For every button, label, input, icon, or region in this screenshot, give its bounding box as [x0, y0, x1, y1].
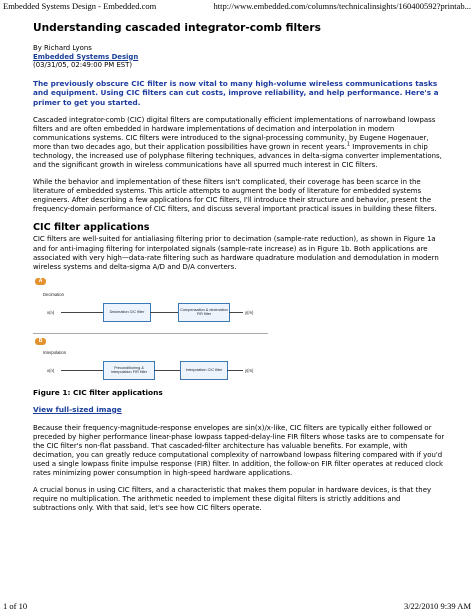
panel-b-fir-box: Preconditioning & interpolation FIR filter — [103, 361, 155, 380]
full-size-image-link[interactable]: View full-sized image — [33, 404, 122, 414]
panel-b-arrow-3 — [227, 370, 243, 371]
print-footer — [0, 601, 474, 611]
byline — [33, 44, 445, 70]
paragraph-3: CIC filters are well-suited for antialiasing filtering prior to decimation (sample-rate reduction), as shown in Figure 1a and for anti-imaging filtering for interpolated signals (sample-rate increase) as in Figure 1b. Both applications are associated with very high—data-rate filtering such as hardware quadrature modulation and demodulation in modern wireless systems and delta-sigma A/D and D/A converters. — [33, 235, 439, 271]
panel-a-badge: A — [35, 278, 46, 285]
panel-a-output: y(m) — [245, 309, 254, 315]
panel-b-output: y(m) — [245, 367, 254, 373]
publication-link[interactable]: Embedded Systems Design — [33, 52, 139, 61]
print-timestamp: 3/22/2010 9:39 AM — [403, 601, 471, 611]
paragraph-1-text-b: Improvements in chip technology, the increased use of polyphase filtering techniques, advances in delta-sigma converter implementations, and the significant growth in wireless communications have all spurred much interest in CIC filters. — [33, 143, 442, 170]
panel-a-input: x(n) — [47, 309, 55, 315]
print-header-url: http://www.embedded.com/columns/technicalinsights/160400592?printab... — [213, 1, 471, 11]
panel-b-arrow-2 — [154, 370, 180, 371]
panel-a-fir-box: Compensation & decimation FIR filter — [178, 303, 230, 322]
figure-1 — [33, 276, 268, 384]
panel-b-title: Interpolation — [43, 349, 67, 355]
publish-date: (03/31/05, 02:49:00 PM EST) — [33, 61, 133, 70]
panel-b-cic-box: Interpolation CIC filter — [180, 361, 228, 380]
section-heading: CIC filter applications — [33, 222, 150, 234]
article-title: Understanding cascaded integrator-comb filters — [33, 22, 321, 34]
panel-a-cic-box: Decimation CIC filter — [103, 303, 151, 322]
panel-a-arrow-1 — [61, 312, 103, 313]
panel-a-title: Decimation — [43, 291, 64, 297]
panel-a-arrow-3 — [229, 312, 243, 313]
paragraph-5: A crucial bonus in using CIC filters, and a characteristic that makes them popular in hardware devices, is that they require no multiplication. The arithmetic needed to implement these digital filters is strictly additions and subtractions only. With that said, let's see how CIC filters operate. — [33, 485, 432, 513]
figure-panel-b — [33, 336, 268, 384]
page-number: 1 of 10 — [3, 601, 28, 611]
footnote-ref[interactable]: 1 — [346, 141, 351, 148]
paragraph-1-text-a: Cascaded integrator-comb (CIC) digital filters are computationally efficient implementations of narrowband lowpass filters and are often embedded in hardware implementations of decimation and interpolation in modern communications systems. CIC filters were introduced to the signal-processing community, by Eugene Hogenauer, more than two decades ago, but their application possibilities have grown in recent years. — [33, 116, 436, 152]
paragraph-1 — [33, 116, 445, 170]
article-lead: The previously obscure CIC filter is now vital to many high-volume wireless communications tasks and equipment. Using CIC filters can cut costs, improve reliability, and help performance. Here's a primer to get you started. — [33, 78, 439, 107]
panel-b-arrow-1 — [61, 370, 103, 371]
panel-b-input: x(n) — [47, 367, 55, 373]
print-header — [0, 1, 474, 11]
print-header-site-title: Embedded Systems Design - Embedded.com — [3, 1, 157, 11]
panel-b-badge: B — [35, 338, 46, 345]
paragraph-2: While the behavior and implementation of these filters isn't complicated, their coverage has been scarce in the literature of embedded systems. This article attempts to augment the body of literature for embedded systems engineers. After describing a few applications for CIC filters, I'll introduce their structure and behavior, present the frequency-domain performance of CIC filters, and discuss several important practical issues in building these filters. — [33, 178, 437, 214]
figure-panel-a — [33, 276, 268, 331]
panel-a-arrow-2 — [150, 312, 178, 313]
author: By Richard Lyons — [33, 44, 92, 52]
paragraph-4: Because their frequency-magnitude-response envelopes are sin(x)/x-like, CIC filters are typically either followed or preceded by higher performance linear-phase lowpass tapped-delay-line FIR filters whose tasks are to compensate for the CIC filter's non-flat passband. That cascaded-filter architecture has valuable benefits. For example, with decimation, you can greatly reduce computational complexity of narrowband lowpass filtering compared with if you'd used a single lowpass finite impulse response (FIR) filter. In addition, the follow-on FIR filter operates at reduced clock rates minimizing power consumption in high-speed hardware applications. — [33, 423, 445, 477]
article — [33, 22, 445, 521]
figure-caption: Figure 1: CIC filter applications — [33, 387, 163, 397]
figure-divider — [33, 333, 268, 334]
